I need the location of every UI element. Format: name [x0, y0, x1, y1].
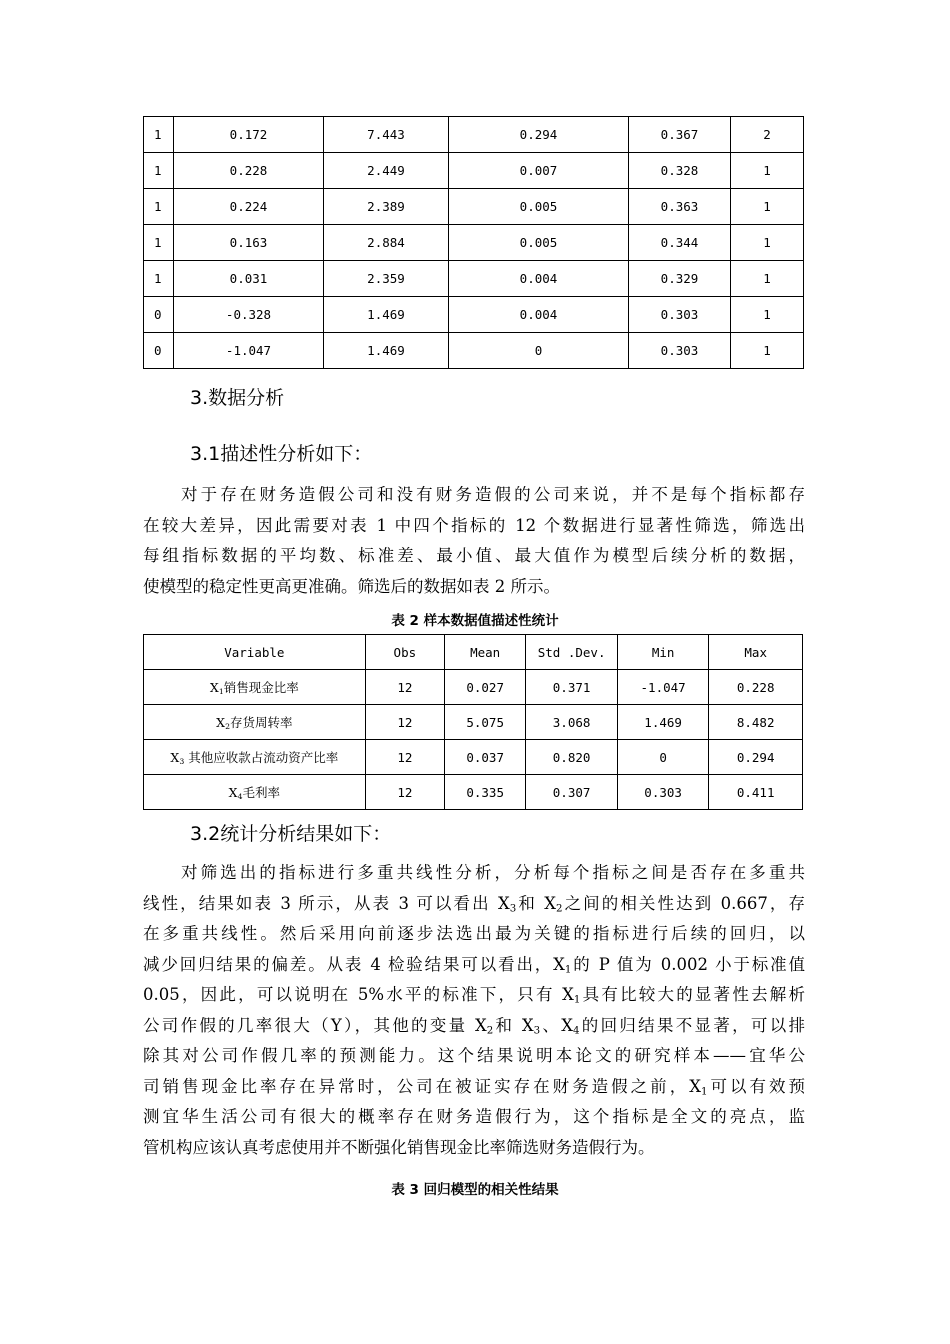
table-cell: 0.005 — [449, 189, 629, 225]
variable-cell — [144, 670, 366, 705]
table-cell: 0.294 — [709, 740, 803, 775]
subscript: 2 — [556, 903, 563, 915]
table-row — [144, 153, 804, 189]
variable-label: 其他应收款占流动资产比率 — [184, 750, 339, 765]
table-row — [144, 225, 804, 261]
subscript: 3 — [509, 903, 517, 915]
paragraph-line — [143, 1041, 805, 1072]
text-run: 测宜华生活公司有很大的概率存在财务造假行为，这个指标是全文的亮点，监 — [143, 1107, 805, 1126]
section-3-heading: 3.数据分析 — [190, 387, 285, 409]
text-run: 在多重共线性。然后采用向前逐步法选出最为关键的指标进行后续的回归，以 — [143, 924, 805, 943]
subscript: 2 — [486, 1025, 494, 1037]
variable-cell — [144, 740, 366, 775]
table-cell: 1 — [731, 261, 804, 297]
column-header: Variable — [144, 635, 366, 670]
text-run: 对筛选出的指标进行多重共线性分析，分析每个指标之间是否存在多重共 — [181, 863, 805, 882]
column-header: Obs — [365, 635, 444, 670]
table-cell: 12 — [365, 740, 444, 775]
paragraph-line — [143, 1072, 805, 1103]
variable-symbol: X — [216, 715, 226, 730]
table-cell: 0.367 — [629, 117, 731, 153]
text-run: 司销售现金比率存在异常时，公司在被证实存在财务造假之前，X — [143, 1076, 701, 1096]
table-row — [144, 297, 804, 333]
variable-subscript: 4 — [237, 791, 243, 801]
table-row — [144, 705, 803, 740]
paragraph-line: 对于存在财务造假公司和没有财务造假的公司来说，并不是每个指标都存 — [181, 485, 805, 504]
text-run: 之间的相关性达到 0.667，存 — [562, 893, 806, 913]
table-cell: -1.047 — [174, 333, 324, 369]
variable-symbol: X — [170, 750, 180, 765]
table-cell: 0.005 — [449, 225, 629, 261]
table-cell: 0.307 — [526, 775, 618, 810]
table-cell: 1 — [144, 117, 174, 153]
column-header: Max — [709, 635, 803, 670]
text-run: 具有比较大的显著性去解析 — [580, 985, 806, 1004]
paragraph-line: 使模型的稳定性更高更准确。筛选后的数据如表 2 所示。 — [143, 576, 560, 596]
table-cell: 0.335 — [445, 775, 526, 810]
table-cell: 0.411 — [709, 775, 803, 810]
table-cell: 0.163 — [174, 225, 324, 261]
table-cell: 1 — [731, 189, 804, 225]
table-row — [144, 189, 804, 225]
table-cell: 0.007 — [449, 153, 629, 189]
variable-label: 毛利率 — [242, 785, 281, 800]
text-run: 线性，结果如表 3 所示，从表 3 可以看出 X — [143, 893, 510, 913]
variable-cell — [144, 775, 366, 810]
subscript: 1 — [700, 1086, 708, 1098]
table-cell: 12 — [365, 705, 444, 740]
table-row — [144, 333, 804, 369]
table-cell: 1 — [731, 297, 804, 333]
column-header: Min — [617, 635, 709, 670]
table-row — [144, 670, 803, 705]
table-cell: 0.294 — [449, 117, 629, 153]
table-cell: 0.004 — [449, 261, 629, 297]
table-cell: 2.449 — [324, 153, 449, 189]
table-cell: 1.469 — [617, 705, 709, 740]
table-cell: 2.359 — [324, 261, 449, 297]
data-table-continued — [143, 116, 804, 369]
table-cell: 7.443 — [324, 117, 449, 153]
table-cell: -1.047 — [617, 670, 709, 705]
table-cell: 0.329 — [629, 261, 731, 297]
paragraph-line — [143, 1133, 805, 1164]
table-cell: 1 — [731, 225, 804, 261]
table-cell: 0 — [144, 333, 174, 369]
paragraph-line — [143, 950, 805, 981]
table-cell: 2.389 — [324, 189, 449, 225]
section-3-1-paragraph — [143, 480, 805, 602]
table-2-descriptive-stats — [143, 634, 803, 810]
table-cell: 3.068 — [526, 705, 618, 740]
table-cell: 0.820 — [526, 740, 618, 775]
table-cell: 0.371 — [526, 670, 618, 705]
table-2-caption: 表 2 样本数据值描述性统计 — [391, 613, 559, 629]
table-cell: 1 — [144, 261, 174, 297]
table-cell: 0.363 — [629, 189, 731, 225]
variable-symbol: X — [209, 680, 219, 695]
table-cell: 0.172 — [174, 117, 324, 153]
text-run: 的 P 值为 0.002 小于标准值 — [571, 954, 805, 974]
variable-label: 存货周转率 — [230, 715, 293, 730]
table-cell: 0.303 — [629, 333, 731, 369]
section-3-2-paragraph — [143, 858, 805, 1163]
table-cell: 12 — [365, 670, 444, 705]
table-row — [144, 261, 804, 297]
table-row — [144, 117, 804, 153]
table-cell: -0.328 — [174, 297, 324, 333]
column-header: Mean — [445, 635, 526, 670]
variable-subscript: 2 — [225, 721, 230, 731]
subscript: 1 — [573, 994, 581, 1006]
table-cell: 8.482 — [709, 705, 803, 740]
table-cell: 1.469 — [324, 297, 449, 333]
table-cell: 1 — [731, 333, 804, 369]
text-run: 和 X — [493, 1015, 534, 1035]
table-cell: 0.303 — [629, 297, 731, 333]
table-3-caption: 表 3 回归模型的相关性结果 — [391, 1182, 559, 1198]
table-cell: 0 — [617, 740, 709, 775]
paragraph-line — [143, 889, 805, 920]
table-cell: 1 — [731, 153, 804, 189]
subscript: 4 — [572, 1025, 580, 1037]
subscript: 3 — [533, 1025, 541, 1037]
table-cell: 0.344 — [629, 225, 731, 261]
text-run: 、X — [540, 1015, 573, 1035]
table-cell: 2.884 — [324, 225, 449, 261]
table-cell: 0.228 — [709, 670, 803, 705]
table-cell: 0.037 — [445, 740, 526, 775]
table-cell: 1 — [144, 153, 174, 189]
table-cell: 0.303 — [617, 775, 709, 810]
table-cell: 12 — [365, 775, 444, 810]
paragraph-line — [143, 919, 805, 950]
text-run: 的回归结果不显著，可以排 — [579, 1015, 806, 1035]
text-run: 公司作假的几率很大（Y），其他的变量 X — [143, 1015, 487, 1035]
table-cell: 1 — [144, 225, 174, 261]
variable-symbol: X — [228, 785, 238, 800]
variable-cell — [144, 705, 366, 740]
table-cell: 0.027 — [445, 670, 526, 705]
paragraph-line — [143, 980, 805, 1011]
table-cell: 0.224 — [174, 189, 324, 225]
variable-subscript: 1 — [218, 686, 224, 696]
section-3-2-heading: 3.2统计分析结果如下： — [190, 823, 392, 845]
paragraph-line — [143, 1011, 805, 1042]
text-run: 管机构应该认真考虑使用并不断强化销售现金比率筛选财务造假行为。 — [143, 1137, 655, 1157]
table-cell: 0.004 — [449, 297, 629, 333]
paragraph-line — [143, 858, 805, 889]
table-cell: 0 — [144, 297, 174, 333]
table-cell: 2 — [731, 117, 804, 153]
subscript: 1 — [564, 964, 572, 976]
table-cell: 1 — [144, 189, 174, 225]
table-cell: 1.469 — [324, 333, 449, 369]
paragraph-line: 在较大差异，因此需要对表 1 中四个指标的 12 个数据进行显著性筛选，筛选出 — [143, 515, 805, 535]
table-cell: 0.328 — [629, 153, 731, 189]
text-run: 除其对公司作假几率的预测能力。这个结果说明本论文的研究样本——宜华公 — [143, 1046, 805, 1065]
table-cell: 0.031 — [174, 261, 324, 297]
table-row — [144, 775, 803, 810]
text-run: 和 X — [516, 893, 556, 913]
table-cell: 0.228 — [174, 153, 324, 189]
text-run: 可以有效预 — [707, 1076, 806, 1096]
paragraph-line: 每组指标数据的平均数、标准差、最小值、最大值作为模型后续分析的数据， — [143, 546, 805, 565]
table-cell: 5.075 — [445, 705, 526, 740]
paragraph-line — [143, 1102, 805, 1133]
variable-label: 销售现金比率 — [223, 680, 299, 695]
section-3-1-heading: 3.1描述性分析如下： — [190, 443, 373, 465]
table-row — [144, 740, 803, 775]
variable-subscript: 3 — [179, 756, 185, 766]
text-run: 减少回归结果的偏差。从表 4 检验结果可以看出，X — [143, 954, 565, 974]
table-header-row — [144, 635, 803, 670]
text-run: 0.05，因此，可以说明在 5%水平的标准下，只有 X — [143, 985, 574, 1004]
table-cell: 0 — [449, 333, 629, 369]
column-header: Std .Dev. — [526, 635, 618, 670]
